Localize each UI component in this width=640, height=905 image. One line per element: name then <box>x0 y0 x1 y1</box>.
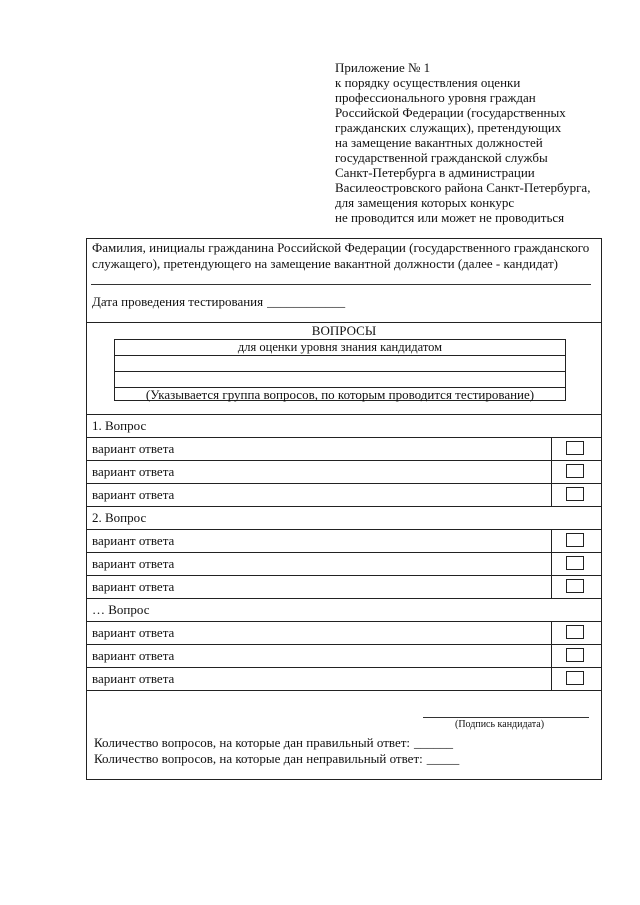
appendix-line: гражданских служащих), претендующих <box>335 120 562 135</box>
appendix-line: Санкт-Петербурга в администрации <box>335 165 535 180</box>
questions-title: ВОПРОСЫ <box>311 323 377 338</box>
answer-checkbox-cell <box>551 576 601 598</box>
candidate-label-line: служащего), претендующего на замещение вакантной должности (далее - кандидат) <box>92 256 558 271</box>
appendix-line: профессионального уровня граждан <box>335 90 536 105</box>
signature-label: (Подпись кандидата) <box>455 719 545 730</box>
test-date-blank: ____________ <box>267 294 346 309</box>
answer-label: вариант ответа <box>92 671 175 686</box>
appendix-line: к порядку осуществления оценки <box>335 75 521 90</box>
answer-row <box>87 529 601 552</box>
questions-group-row <box>115 356 565 372</box>
answer-checkbox-cell <box>551 553 601 575</box>
answer-row <box>87 460 601 483</box>
answer-checkbox <box>566 464 584 478</box>
question-row: … Вопрос <box>87 598 601 621</box>
test-form <box>86 238 602 780</box>
answer-label: вариант ответа <box>92 648 175 663</box>
test-date-label: Дата проведения тестирования <box>92 294 264 309</box>
answer-label: вариант ответа <box>92 533 175 548</box>
appendix-line: для замещения которых конкурс <box>335 195 515 210</box>
answer-checkbox-cell <box>551 622 601 644</box>
questions-group-row <box>115 372 565 388</box>
answer-checkbox-cell <box>551 438 601 460</box>
question-row: 1. Вопрос <box>87 414 601 437</box>
correct-count-field <box>94 735 453 751</box>
answer-label: вариант ответа <box>92 579 175 594</box>
answer-checkbox-cell <box>551 530 601 552</box>
answer-checkbox <box>566 441 584 455</box>
signature-line <box>423 717 589 718</box>
correct-count-label: Количество вопросов, на которые дан правильный ответ: <box>94 735 411 750</box>
candidate-label <box>92 240 589 272</box>
answer-checkbox-cell <box>551 668 601 690</box>
answer-row <box>87 575 601 598</box>
answer-row <box>87 483 601 506</box>
appendix-line: на замещение вакантных должностей <box>335 135 543 150</box>
question-row: 2. Вопрос <box>87 506 601 529</box>
questions-table <box>87 414 601 691</box>
answer-checkbox <box>566 671 584 685</box>
answer-checkbox-cell <box>551 461 601 483</box>
answer-row <box>87 552 601 575</box>
answer-row <box>87 667 601 690</box>
answer-checkbox <box>566 648 584 662</box>
answer-checkbox <box>566 625 584 639</box>
incorrect-count-field <box>94 751 459 767</box>
answer-row <box>87 644 601 667</box>
test-date-field <box>92 294 345 310</box>
answer-label: вариант ответа <box>92 487 175 502</box>
answer-row <box>87 621 601 644</box>
candidate-label-line: Фамилия, инициалы гражданина Российской Федерации (государственного гражданского <box>92 240 590 255</box>
answer-label: вариант ответа <box>92 464 175 479</box>
answer-checkbox-cell <box>551 484 601 506</box>
questions-group-box <box>114 339 566 401</box>
correct-count-blank: ______ <box>414 735 454 750</box>
answer-checkbox <box>566 556 584 570</box>
appendix-line: государственной гражданской службы <box>335 150 548 165</box>
appendix-line: Приложение № 1 <box>335 60 431 75</box>
candidate-name-line <box>91 284 591 285</box>
appendix-line: Василеостровского района Санкт-Петербурга, <box>335 180 591 195</box>
questions-group-note: (Указывается группа вопросов, по которым проводится тестирование) <box>145 387 535 402</box>
answer-label: вариант ответа <box>92 556 175 571</box>
questions-subtitle: для оценки уровня знания кандидатом <box>115 340 565 356</box>
incorrect-count-blank: _____ <box>426 751 460 766</box>
answer-label: вариант ответа <box>92 441 175 456</box>
answer-row <box>87 437 601 460</box>
answer-label: вариант ответа <box>92 625 175 640</box>
answer-checkbox <box>566 533 584 547</box>
answer-checkbox <box>566 487 584 501</box>
appendix-header <box>335 60 625 225</box>
incorrect-count-label: Количество вопросов, на которые дан неправильный ответ: <box>94 751 423 766</box>
appendix-line: Российской Федерации (государственных <box>335 105 566 120</box>
answer-checkbox <box>566 579 584 593</box>
appendix-line: не проводится или может не проводиться <box>335 210 565 225</box>
answer-checkbox-cell <box>551 645 601 667</box>
